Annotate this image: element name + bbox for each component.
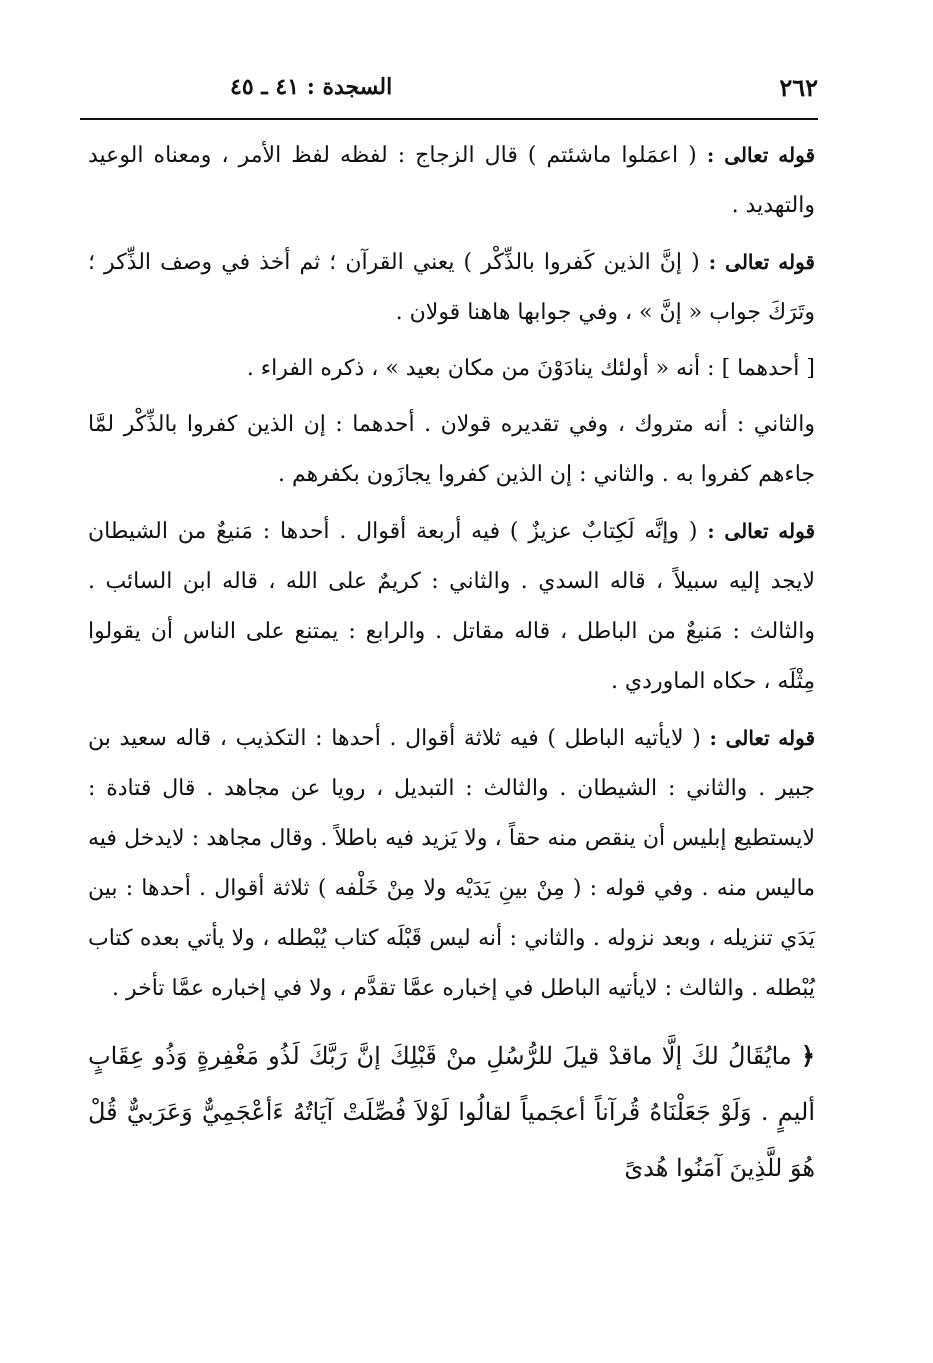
paragraph-lead: قوله تعالى : (706, 143, 816, 167)
header-rule (80, 118, 818, 120)
quran-verse (88, 1028, 815, 1196)
paragraph-text: ( وإنَّه لَكِتابٌ عزيزٌ ) فيه أربعة أقوال . أحدها : مَنيعٌ من الشيطان لايجد إليه سبيلاً ، قاله السدي . والثاني : كريمٌ على الله ، قاله ابن السائب . والثالث : مَنيعٌ من الباطل ، قاله مقاتل . والرابع : يمتنع على الناس أن يقولوا مِثْلَه ، حكاه الماوردي . (88, 519, 815, 694)
page-number: ٢٦٢ (779, 72, 818, 102)
paragraph-text: ( إنَّ الذين كَفروا بالذِّكْر ) يعني القرآن ؛ ثم أخذ في وصف الذِّكر ؛ وتَرَكَ جواب « إنَّ » ، وفي جوابها هاهنا قولان . (88, 250, 815, 325)
running-title: السجدة : ٤١ ـ ٤٥ (230, 74, 393, 100)
paragraph-text: ( اعمَلوا ماشئتم ) قال الزجاج : لفظه لفظ الأمر ، ومعناه الوعيد والتهديد . (88, 143, 815, 218)
verse-text: مايُقَالُ لكَ إلَّا ماقدْ قيلَ للرُّسُلِ منْ قَبْلِكَ إنَّ رَبَّكَ لَذُو مَغْفِرةٍ وَذُو عِقَابٍ أليمٍ . وَلَوْ جَعَلْنَاهُ قُرآناً أعجَمياً لقالُوا لَوْلاَ فُصِّلَتْ آيَاتُهُ ءَأعْجَمِيٌّ وَعَرَبيٌّ قُلْ هُوَ للَّذِينَ آمَنُوا هُدىً (88, 1042, 815, 1182)
page-header (80, 62, 818, 112)
paragraph-2 (88, 237, 815, 338)
paragraph-lead: قوله تعالى : (707, 519, 816, 543)
verse-open-mark: ﴿ (800, 1041, 815, 1070)
paragraph-4 (88, 400, 815, 500)
page-body (88, 130, 815, 1323)
paragraph-6 (88, 713, 815, 1014)
paragraph-3 (88, 344, 815, 394)
paragraph-text: [ أحدهما ] : أنه « أولئك ينادَوْنَ من مكان بعيد » ، ذكره الفراء . (246, 356, 815, 381)
paragraph-5 (88, 506, 815, 707)
paragraph-1 (88, 130, 815, 231)
paragraph-lead: قوله تعالى : (709, 726, 816, 750)
paragraph-lead: قوله تعالى : (708, 250, 815, 274)
paragraph-text: ( لايأتيه الباطل ) فيه ثلاثة أقوال . أحدها : التكذيب ، قاله سعيد بن جبير . والثاني : الشيطان . والثالث : التبديل ، رويا عن مجاهد . قال قتادة : لايستطيع إبليس أن ينقص منه حقاً ، ولا يَزيد فيه باطلاً . وقال مجاهد : لايدخل فيه ماليس منه . وفي قوله : ( مِنْ بينِ يَدَيْه ولا مِنْ خَلْفه ) ثلاثة أقوال . أحدها : بين يَدَي تنزيله ، وبعد نزوله . والثاني : أنه ليس قَبْلَه كتاب يُبْطله ، ولا يأتي بعده كتاب يُبْطله . والثالث : لايأتيه الباطل في إخباره عمَّا تقدَّم ، ولا في إخباره عمَّا تأخر . (88, 726, 815, 1001)
paragraph-text: والثاني : أنه متروك ، وفي تقديره قولان . أحدهما : إن الذين كفروا بالذِّكْر لمَّا جاءهم كفروا به . والثاني : إن الذين كفروا يجازَون بكفرهم . (88, 412, 815, 487)
